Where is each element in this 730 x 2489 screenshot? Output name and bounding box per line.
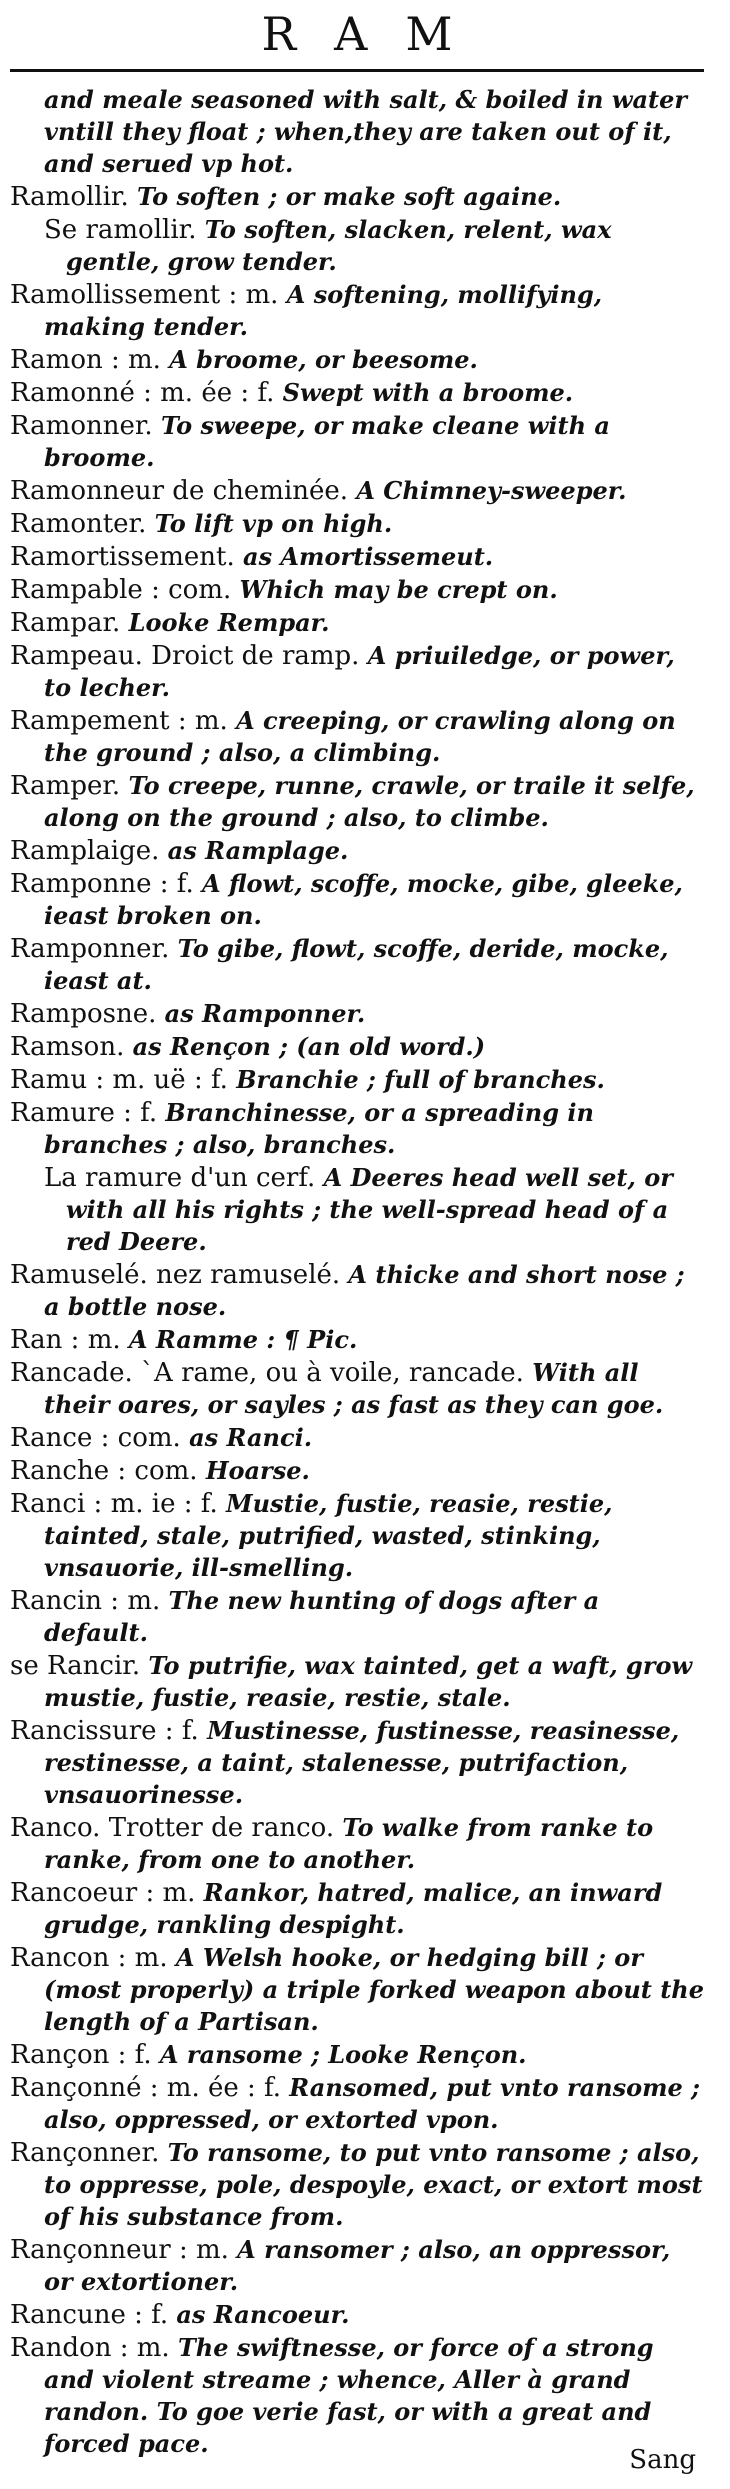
catchword: Sang xyxy=(629,2445,696,2475)
entry-headword: Se ramollir. xyxy=(44,215,197,245)
entry xyxy=(10,2332,704,2460)
entry-definition: To walke from ranke to ranke, from one to another. xyxy=(44,1813,654,1874)
entry-definition: as Ramplage. xyxy=(167,836,349,865)
entry-headword: Ranco. Trotter de ranco. xyxy=(10,1813,335,1843)
entry xyxy=(10,1650,704,1714)
page-header xyxy=(10,0,704,76)
entry-headword: Rançon : f. xyxy=(10,2040,152,2070)
entry-headword: Rance : com. xyxy=(10,1423,181,1453)
entry xyxy=(10,1455,704,1487)
entry xyxy=(10,377,704,409)
entry-definition: as Rençon ; (an old word.) xyxy=(132,1032,486,1061)
entry xyxy=(10,508,704,540)
entry-definition: A priuiledge, or power, to lecher. xyxy=(44,641,675,702)
entry-definition: Mustie, fustie, reasie, restie, tainted, stale, putrified, wasted, stinking, vnsauorie, ill-smelling. xyxy=(44,1489,613,1582)
entry xyxy=(10,1422,704,1454)
entry-headword: Ramortissement. xyxy=(10,542,235,572)
entry-headword: se Rancir. xyxy=(10,1651,141,1681)
entry xyxy=(10,1097,704,1161)
entry xyxy=(10,1259,704,1323)
entry xyxy=(10,2072,704,2136)
entry xyxy=(10,1715,704,1811)
entry-definition: A Chimney-sweeper. xyxy=(356,476,627,505)
entry-headword: Ramu : m. uë : f. xyxy=(10,1065,228,1095)
entry-headword: Rancissure : f. xyxy=(10,1716,199,1746)
entry xyxy=(10,1357,704,1421)
entry-definition: Branchie ; full of branches. xyxy=(236,1065,605,1094)
entry-headword: Rancin : m. xyxy=(10,1586,161,1616)
entry-headword: Ramollissement : m. xyxy=(10,280,279,310)
entry-definition: as Ramponner. xyxy=(164,999,366,1028)
entry-definition: A Ramme : ¶ Pic. xyxy=(128,1325,358,1354)
entry xyxy=(10,1031,704,1063)
entry-headword: Ramposne. xyxy=(10,999,157,1029)
entry-headword: Rancoeur : m. xyxy=(10,1878,196,1908)
page-title: RAM xyxy=(261,7,491,61)
entry-definition: To soften, slacken, relent, wax gentle, grow tender. xyxy=(66,215,612,276)
entry-definition: A broome, or beesome. xyxy=(169,345,478,374)
entry-definition: A ransomer ; also, an oppressor, or extortioner. xyxy=(44,2235,671,2296)
entry-definition: Mustinesse, fustinesse, reasinesse, restinesse, a taint, stalenesse, putrifaction, vnsauorinesse. xyxy=(44,1716,680,1809)
entry xyxy=(10,574,704,606)
entry-definition: as Amortissemeut. xyxy=(243,542,494,571)
entry-continuation xyxy=(10,84,704,180)
entry xyxy=(10,541,704,573)
entry-headword: Ramonné : m. ée : f. xyxy=(10,378,275,408)
entry-definition: A Deeres head well set, or with all his rights ; the well-spread head of a red Deere. xyxy=(66,1163,673,1256)
entry-headword: Ramollir. xyxy=(10,182,129,212)
entry-definition: A thicke and short nose ; a bottle nose. xyxy=(44,1260,685,1321)
entry xyxy=(10,1064,704,1096)
entry-definition: Branchinesse, or a spreading in branches ; also, branches. xyxy=(44,1098,594,1159)
entry xyxy=(10,279,704,343)
entry xyxy=(10,770,704,834)
entry xyxy=(10,835,704,867)
entry-headword: Rançonné : m. ée : f. xyxy=(10,2073,282,2103)
entry xyxy=(10,2299,704,2331)
entry-definition: Swept with a broome. xyxy=(282,378,574,407)
entry-definition: as Ranci. xyxy=(189,1423,313,1452)
entry-definition: The new hunting of dogs after a default. xyxy=(44,1586,600,1647)
entry xyxy=(10,640,704,704)
entry-headword: La ramure d'un cerf. xyxy=(44,1163,316,1193)
entry-headword: Rampable : com. xyxy=(10,575,232,605)
entry-definition: A Welsh hooke, or hedging bill ; or (most properly) a triple forked weapon about the length of a Partisan. xyxy=(44,1943,705,2036)
entry-headword: Ramuselé. nez ramuselé. xyxy=(10,1260,341,1290)
entry xyxy=(10,1324,704,1356)
entry-headword: Randon : m. xyxy=(10,2333,170,2363)
entry xyxy=(10,1585,704,1649)
entry-definition: A creeping, or crawling along on the ground ; also, a climbing. xyxy=(44,706,676,767)
entry-headword: Ramonneur de cheminée. xyxy=(10,476,349,506)
entry-headword: Ramonner. xyxy=(10,411,153,441)
entry-definition: To soften ; or make soft againe. xyxy=(137,182,562,211)
entry-headword: Rançonneur : m. xyxy=(10,2235,229,2265)
entry-definition: To sweepe, or make cleane with a broome. xyxy=(44,411,610,472)
entry-definition: A softening, mollifying, making tender. xyxy=(44,280,603,341)
entry-headword: Rampar. xyxy=(10,608,121,638)
entry xyxy=(10,705,704,769)
entry-headword: Rancune : f. xyxy=(10,2300,169,2330)
entry xyxy=(10,410,704,474)
entry xyxy=(10,1942,704,2038)
entry-definition: To creepe, runne, crawle, or traile it selfe, along on the ground ; also, to climbe. xyxy=(44,771,695,832)
entry-headword: Ramson. xyxy=(10,1032,125,1062)
entry xyxy=(10,1812,704,1876)
entry-headword: Ramper. xyxy=(10,771,121,801)
entry xyxy=(10,344,704,376)
entry-sub xyxy=(10,214,704,278)
entry-headword: Rancon : m. xyxy=(10,1943,168,1973)
entry-headword: Rampeau. Droict de ramp. xyxy=(10,641,360,671)
entry-headword: Ramon : m. xyxy=(10,345,161,375)
entry-definition: To gibe, flowt, scoffe, deride, mocke, ieast at. xyxy=(44,934,669,995)
header-rule xyxy=(10,69,704,72)
entry-headword: Ranche : com. xyxy=(10,1456,198,1486)
entry-definition: A flowt, scoffe, mocke, gibe, gleeke, ieast broken on. xyxy=(44,869,683,930)
entry-list xyxy=(10,84,704,2460)
entry-definition: To ransome, to put vnto ransome ; also, to oppresse, pole, despoyle, exact, or extort most of his substance from. xyxy=(44,2138,703,2231)
entry xyxy=(10,2039,704,2071)
entry-definition: With all their oares, or sayles ; as fast as they can goe. xyxy=(44,1358,664,1419)
entry-headword: Ramponner. xyxy=(10,934,170,964)
entry-headword: Ran : m. xyxy=(10,1325,121,1355)
entry-headword: Ramplaige. xyxy=(10,836,160,866)
entry-definition: Ransomed, put vnto ransome ; also, oppressed, or extorted vpon. xyxy=(44,2073,701,2134)
entry-definition: and meale seasoned with salt, & boiled in water vntill they float ; when,they are taken out of it, and serued vp hot. xyxy=(44,85,688,178)
entry-headword: Rampement : m. xyxy=(10,706,228,736)
entry-definition: Which may be crept on. xyxy=(239,575,558,604)
entry-sub xyxy=(10,1162,704,1258)
entry-definition: as Rancoeur. xyxy=(176,2300,350,2329)
entry xyxy=(10,998,704,1030)
entry-definition: To putrifie, wax tainted, get a waft, grow mustie, fustie, reasie, restie, stale. xyxy=(44,1651,693,1712)
entry-headword: Rancade. `A rame, ou à voile, rancade. xyxy=(10,1358,524,1388)
entry-definition: To lift vp on high. xyxy=(154,509,393,538)
entry-headword: Rançonner. xyxy=(10,2138,160,2168)
entry xyxy=(10,1877,704,1941)
entry xyxy=(10,1488,704,1584)
entry xyxy=(10,2234,704,2298)
entry-definition: The swiftnesse, or force of a strong and violent streame ; whence, Aller à grand randon. To goe verie fast, or with a great and forced pace. xyxy=(44,2333,654,2458)
entry xyxy=(10,2137,704,2233)
entry xyxy=(10,475,704,507)
entry-definition: Looke Rempar. xyxy=(128,608,330,637)
entry xyxy=(10,868,704,932)
entry-definition: A ransome ; Looke Rençon. xyxy=(159,2040,527,2069)
entry xyxy=(10,933,704,997)
entry-headword: Ramponne : f. xyxy=(10,869,194,899)
entry-definition: Rankor, hatred, malice, an inward grudge, rankling despight. xyxy=(44,1878,663,1939)
entry xyxy=(10,607,704,639)
entry-headword: Ramonter. xyxy=(10,509,147,539)
entry-headword: Ramure : f. xyxy=(10,1098,158,1128)
entry-headword: Ranci : m. ie : f. xyxy=(10,1489,218,1519)
entry-definition: Hoarse. xyxy=(205,1456,310,1485)
entry xyxy=(10,181,704,213)
